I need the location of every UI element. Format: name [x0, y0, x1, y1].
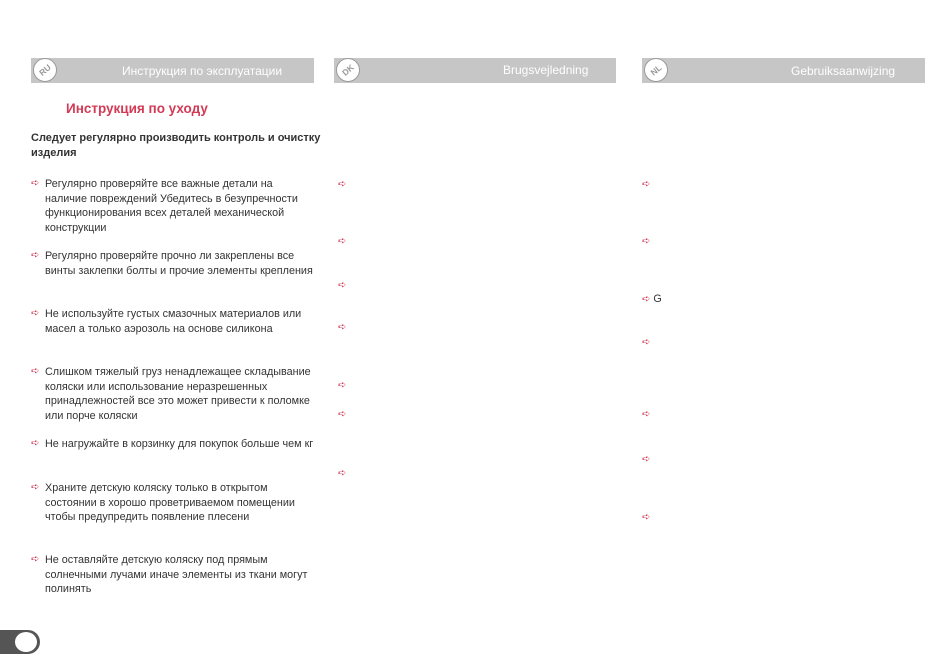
arrow-bullet-icon: ➪: [338, 322, 347, 333]
list-item: ➪ Слишком тяжелый груз ненадлежащее складывание коляски или использование неразрешенных принадлежностей все это может привести к поломке или порче коляски: [31, 366, 311, 422]
header-bar-ru: [31, 58, 314, 83]
arrow-bullet-icon: ➪: [31, 250, 40, 261]
arrow-bullet-icon: ➪: [338, 236, 347, 247]
list-item: ➪ Не нагружайте в корзинку для покупок больше чем кг: [31, 438, 314, 450]
list-item: ➪ Храните детскую коляску только в открытом состоянии в хорошо проветриваемом помещении чтобы предупредить появление плесени: [31, 482, 295, 523]
arrow-bullet-icon: ➪: [642, 236, 651, 247]
header-title-ru: Инструкция по эксплуатации: [122, 64, 283, 78]
arrow-bullet-icon: ➪: [338, 468, 347, 479]
arrow-bullet-icon: ➪: [642, 337, 651, 348]
arrow-bullet-icon: ➪: [642, 454, 651, 465]
arrow-bullet-icon: ➪: [338, 380, 347, 391]
language-badge-ru: RU: [33, 58, 57, 82]
header-title-nl: Gebruiksaanwijzing: [791, 64, 896, 78]
list-item: ➪ Не используйте густых смазочных материалов или масел а только аэрозоль на основе силикона: [31, 308, 302, 335]
page-tab: [0, 630, 40, 654]
arrow-bullet-icon: ➪: [31, 482, 40, 493]
list-item: ➪ Регулярно проверяйте прочно ли закреплены все винты заклепки болты и прочие элементы крепления: [31, 250, 313, 277]
list-item: ➪ Регулярно проверяйте все важные детали на наличие повреждений Убедитесь в безупречности функционирования всех деталей механической конструкции: [31, 178, 298, 234]
header-bar-dk: [334, 58, 616, 83]
arrow-bullet-icon: ➪: [642, 179, 651, 190]
header-bar-nl: [642, 58, 925, 83]
header-title-dk: Brugsvejledning: [503, 63, 589, 77]
nl-item-g: ➪ G: [642, 293, 662, 305]
intro-text: Следует регулярно производить контроль и очистку изделия: [31, 132, 321, 159]
arrow-bullet-icon: ➪: [642, 294, 651, 305]
section-title: Инструкция по уходу: [66, 101, 208, 116]
arrow-bullet-icon: ➪: [642, 512, 651, 523]
arrow-bullet-icon: ➪: [31, 308, 40, 319]
list-item: ➪ Не оставляйте детскую коляску под прямым солнечными лучами иначе элементы из ткани могут полинять: [31, 554, 308, 595]
arrow-bullet-icon: ➪: [338, 280, 347, 291]
language-badge-nl: NL: [644, 58, 668, 82]
language-badge-dk: DK: [336, 58, 360, 82]
arrow-bullet-icon: ➪: [31, 554, 40, 565]
arrow-bullet-icon: ➪: [642, 409, 651, 420]
arrow-bullet-icon: ➪: [338, 409, 347, 420]
arrow-bullet-icon: ➪: [31, 366, 40, 377]
arrow-bullet-icon: ➪: [31, 178, 40, 189]
page-tab-circle: [15, 632, 37, 652]
arrow-bullet-icon: ➪: [31, 438, 40, 449]
arrow-bullet-icon: ➪: [338, 179, 347, 190]
